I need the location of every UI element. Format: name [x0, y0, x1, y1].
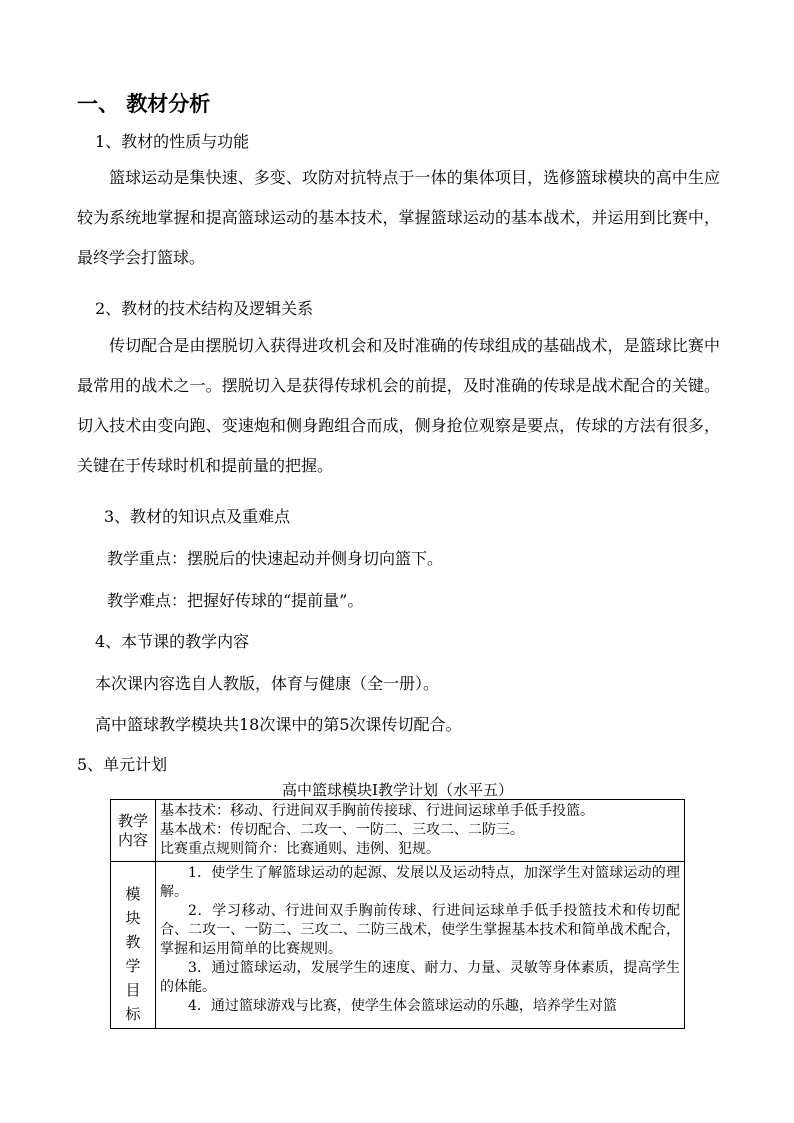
content-line: 比赛重点规则简介：比赛通则、违例、犯规。: [160, 841, 440, 857]
row-label-goals-text: 模块教学目标: [125, 885, 141, 1023]
section-title: 一、 教材分析: [77, 91, 211, 116]
table-row-goals: [111, 862, 685, 1029]
subsection-heading-4: 4、本节课的教学内容: [95, 632, 250, 651]
module-lesson-line: 高中篮球教学模块共18次课中的第5次课传切配合。: [95, 715, 462, 734]
subsection-heading-3: 3、教材的知识点及重难点: [104, 507, 291, 526]
goal-item: 3．通过篮球运动，发展学生的速度、耐力、力量、灵敏等身体素质，提高学生的体能。: [160, 960, 680, 995]
content-line: 基本战术：传切配合、二攻一、一防二、三攻二、二防三。: [160, 822, 524, 838]
row-goals-cell: [156, 862, 685, 1029]
subsection-heading-1: 1、教材的性质与功能: [95, 132, 250, 151]
goal-item: 1．使学生了解篮球运动的起源、发展以及运动特点，加深学生对篮球运动的理解。: [160, 865, 680, 900]
row-label-content: 教学内容: [111, 800, 156, 862]
row-content-cell: [156, 800, 685, 862]
subsection-heading-2: 2、教材的技术结构及逻辑关系: [95, 299, 314, 318]
content-line: 基本技术：移动、行进间双手胸前传接球、行进间运球单手低手投篮。: [160, 803, 594, 819]
unit-plan-table: [110, 799, 685, 1029]
teaching-key-point: 教学重点：摆脱后的快速起动并侧身切向篮下。: [107, 549, 444, 568]
goal-item: 2．学习移动、行进间双手胸前传球、行进间运球单手低手投篮技术和传切配合、二攻一、一防二、三攻二、二防三战术，使学生掌握基本技术和简单战术配合，掌握和运用简单的比赛规则。: [160, 903, 680, 957]
subsection-heading-5: 5、单元计划: [77, 755, 168, 774]
row-label-goals: [111, 862, 156, 1029]
table-row-content: [111, 800, 685, 862]
paragraph-tech-structure: 传切配合是由摆脱切入获得进攻机会和及时准确的传球组成的基础战术，是篮球比赛中最常用的战术之一。摆脱切入是获得传球机会的前提，及时准确的传球是战术配合的关键。切入技术由变向跑、变速炮和侧身跑组合而成，侧身抢位观察是要点，传球的方法有很多，关键在于传球时机和提前量的把握。: [77, 336, 720, 475]
paragraph-nature-function: 篮球运动是集快速、多变、攻防对抗特点于一体的集体项目，选修篮球模块的高中生应较为系统地掌握和提高篮球运动的基本技术，掌握篮球运动的基本战术，并运用到比赛中，最终学会打篮球。: [77, 168, 720, 267]
table-title: 高中篮球模块Ⅰ教学计划（水平五）: [282, 781, 513, 799]
goal-item: 4．通过篮球游戏与比赛，使学生体会篮球运动的乐趣，培养学生对篮: [188, 998, 617, 1014]
teaching-difficulty: 教学难点：把握好传球的“提前量”。: [107, 591, 364, 610]
content-source-line: 本次课内容选自人教版，体育与健康（全一册）。: [95, 674, 440, 693]
